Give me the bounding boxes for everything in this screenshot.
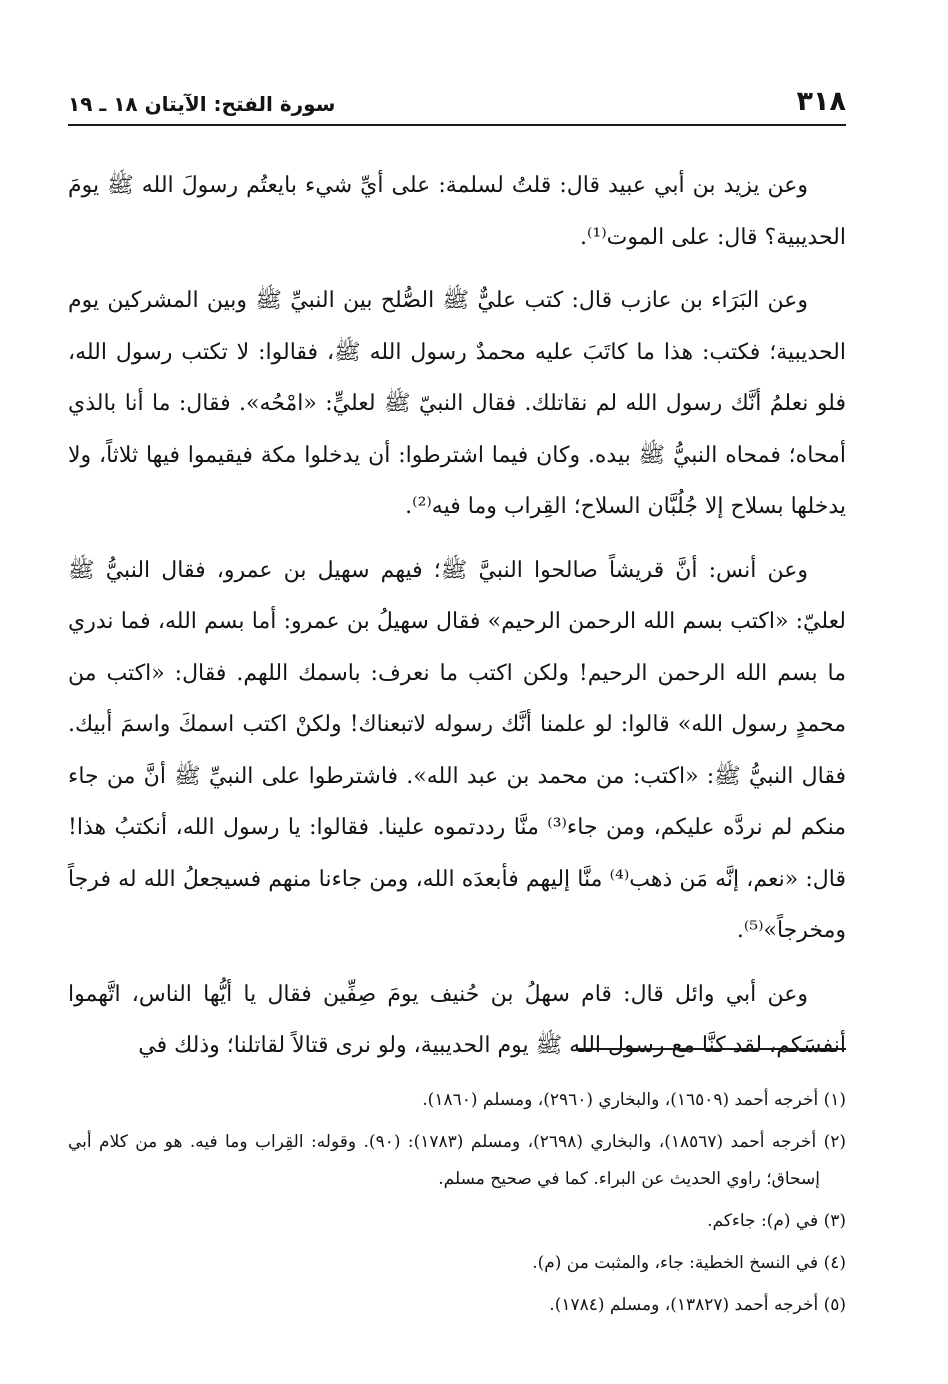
footnote-1: (١) أخرجه أحمد (١٦٥٠٩)، والبخاري (٢٩٦٠)، ومسلم (١٨٦٠). xyxy=(422,1090,846,1110)
footnote-3: (٣) في (م): جاءكم. xyxy=(707,1211,846,1231)
paragraph-4: وعن أبي وائل قال: قام سهلُ بن حُنيف يومَ صِفِّين فقال يا أيُّها الناس، اتَّهموا أنفسَكم، لقد كنَّا مع رسول الله ﷺ يوم الحديبية، ولو نرى قتالاً لقاتلنا؛ وذلك في xyxy=(68,981,846,1058)
page-number: ٣١٨ xyxy=(796,86,846,117)
footnote-2: (٢) أخرجه أحمد (١٨٥٦٧)، والبخاري (٢٦٩٨)، ومسلم (١٧٨٣): (٩٠). وقوله: القِراب وما فيه. هو من كلام أبي إسحاق؛ راوي الحديث عن البراء. كما في صحيح مسلم. xyxy=(68,1132,846,1189)
running-title: سورة الفتح: الآيتان ١٨ ـ ١٩ xyxy=(68,92,336,116)
footnote-divider xyxy=(576,1048,846,1050)
paragraph-2: وعن البَرَاء بن عازب قال: كتب عليٌّ ﷺ الصُّلح بين النبيِّ ﷺ وبين المشركين يوم الحديبية؛ فكتب: هذا ما كاتَبَ عليه محمدٌ رسول الله ﷺ، فقالوا: لا تكتب رسول الله، فلو نعلمُ أنَّك رسول الله لم نقاتلك. فقال النبيّ ﷺ لعليٍّ: «امْحُه». فقال: ما أنا بالذي أمحاه؛ فمحاه النبيُّ ﷺ بيده. وكان فيما اشترطوا: أن يدخلوا مكة فيقيموا فيها ثلاثاً، ولا يدخلها بسلاح إلا جُلُبَّان السلاح؛ القِراب وما فيه⁽²⁾. xyxy=(68,288,846,519)
page-header xyxy=(68,84,846,126)
paragraph-1: وعن يزيد بن أبي عبيد قال: قلتُ لسلمة: على أيِّ شيء بايعتُم رسولَ الله ﷺ يومَ الحديبية؟ قال: على الموت⁽¹⁾. xyxy=(68,173,846,250)
paragraph-3: وعن أنس: أنَّ قريشاً صالحوا النبيَّ ﷺ؛ فيهم سهيل بن عمرو، فقال النبيُّ ﷺ لعليّ: «اكتب بسم الله الرحمن الرحيم» فقال سهيلُ بن عمرو: أما بسم الله، فما ندري ما بسم الله الرحمن الرحيم! ولكن اكتب ما نعرف: باسمك اللهم. فقال: «اكتب من محمدٍ رسول الله» قالوا: لو علمنا أنَّك رسوله لاتبعناك! ولكنْ اكتب اسمكَ واسمَ أبيك. فقال النبيُّ ﷺ: «اكتب: من محمد بن عبد الله». فاشترطوا على النبيِّ ﷺ أنَّ من جاء منكم لم نردَّه عليكم، ومن جاء⁽³⁾ منَّا رددتموه علينا. فقالوا: يا رسول الله، أنكتبُ هذا! قال: «نعم، إنَّه مَن ذهب⁽⁴⁾ منَّا إليهم فأبعدَه الله، ومن جاءنا منهم فسيجعلُ الله له فرجاً ومخرجاً»⁽⁵⁾. xyxy=(68,557,847,943)
footnotes xyxy=(68,1082,846,1329)
main-text xyxy=(68,160,846,1084)
footnote-4: (٤) في النسخ الخطية: جاء، والمثبت من (م). xyxy=(532,1253,846,1273)
footnote-5: (٥) أخرجه أحمد (١٣٨٢٧)، ومسلم (١٧٨٤). xyxy=(549,1295,846,1315)
